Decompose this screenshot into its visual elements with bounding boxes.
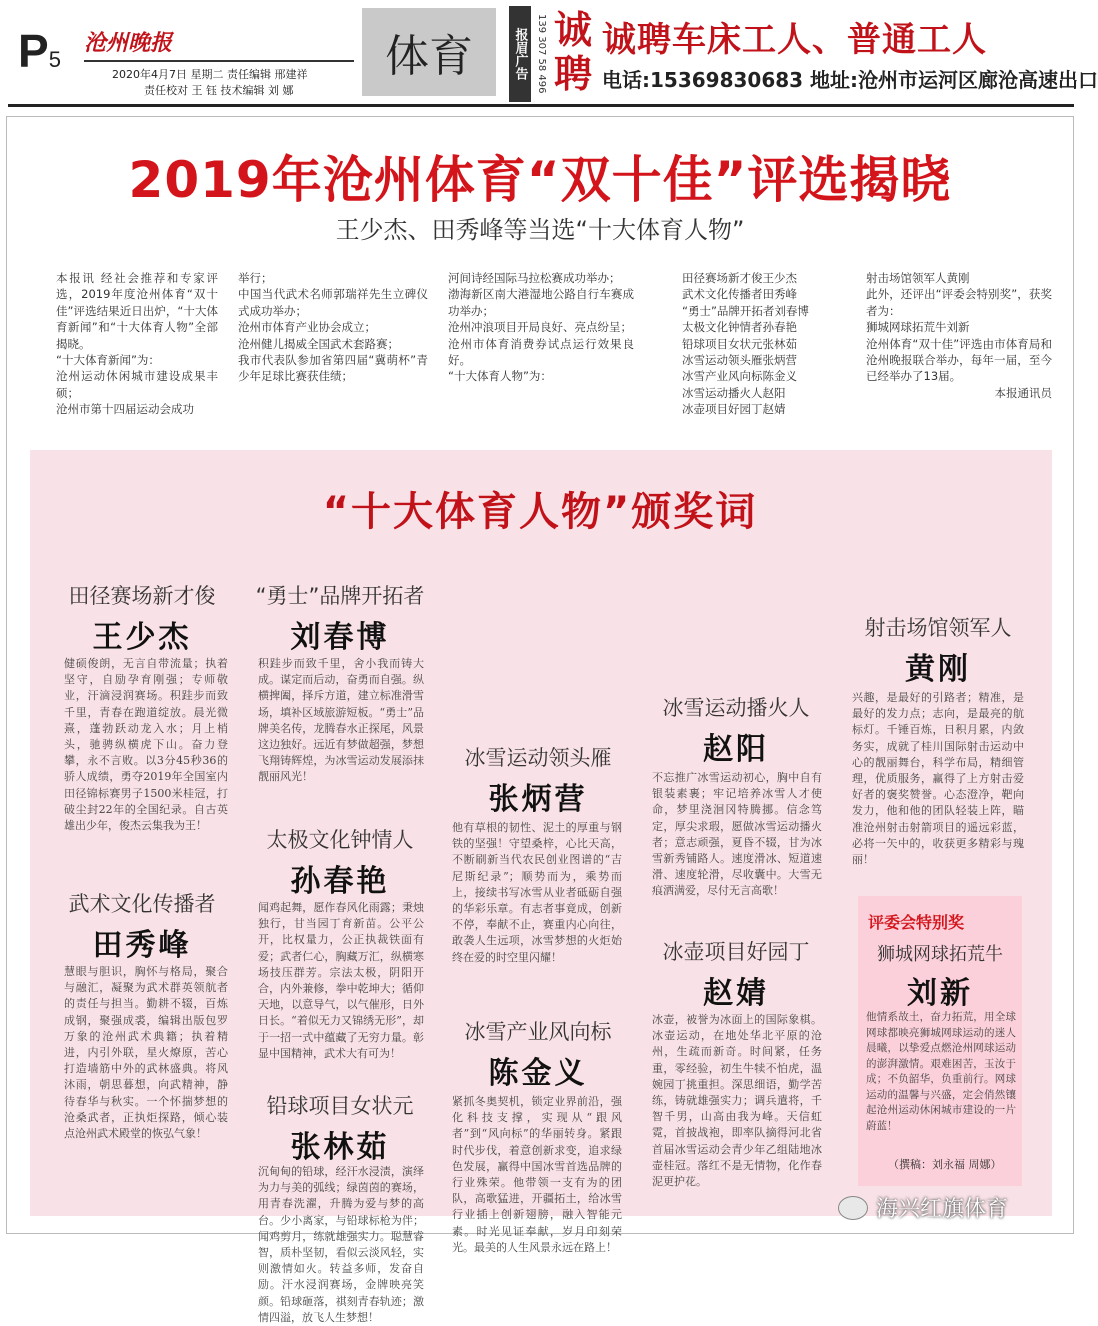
honoree-name: 孙春艳 — [290, 864, 390, 899]
honoree-name: 张林茹 — [290, 1130, 390, 1165]
honoree-title: “勇士”品牌开拓者 — [255, 584, 425, 608]
article-para: 本报讯 经社会推荐和专家评选，2019年度沧州体育“双十佳”评选结果近日出炉，“十大体育新闻”和“十大体育人物”全部揭晓。 — [56, 271, 218, 351]
honoree-citation: 积跬步而致千里，舍小我而铸大成。谋定而后动，奋勇而自强。纵横捭阖，择斥方道，建立标准滑雪场，填补区域旅游短板。“勇士”品牌美名传，龙腾春水正探尾，风景这边独好。远近有梦做超强，梦想飞翔铸辉煌，为冰雪运动发展添抹靓丽风光！ — [258, 657, 424, 784]
winner-line: 铅球项目女状元张林茹 — [682, 336, 797, 351]
article-para: “十大体育新闻”为： — [56, 353, 160, 368]
article-col-4 — [682, 270, 832, 418]
award-title: “十大体育人物”颁奖词 — [322, 489, 758, 535]
special-award-heading: 评委会特别奖 — [868, 913, 965, 932]
page-letter: P — [18, 25, 49, 77]
honoree-citation: 不忘推广冰雪运动初心，胸中自有银装素裹；牢记培养冰雪人才使命，梦里浇洄冈特腾挪。信念笃定，厚尖求瑕，愿做冰雪运动播火者；意志顽强，夏昏不辍，甘为冰雪新秀铺路人。速度滑冰、短道速滑、速度轮滑，尽收囊中。大雪无痕洒满爱，尽付无言高歌！ — [652, 771, 822, 898]
wechat-icon — [838, 1196, 868, 1220]
honoree-name: 赵阳 — [703, 732, 769, 767]
honoree-title: 射击场馆领军人 — [864, 616, 1012, 640]
honoree-sun-chunyan — [242, 824, 438, 900]
article-para: 狮城网球拓荒牛刘新 — [866, 320, 970, 335]
top-rule — [8, 104, 1074, 107]
honoree-name: 田秀峰 — [92, 928, 192, 963]
honoree-title: 冰雪运动播火人 — [662, 696, 810, 720]
honoree-name: 赵婧 — [703, 976, 769, 1011]
article-title: 2019年沧州体育“双十佳”评选揭晓 — [128, 151, 952, 209]
honoree-title: 太极文化钟情人 — [266, 828, 414, 852]
article-para: “十大体育人物”为： — [448, 369, 552, 384]
article-byline: 本报通讯员 — [994, 385, 1052, 400]
article-col-3 — [448, 270, 634, 385]
honoree-tian-xiufeng — [44, 888, 240, 964]
honoree-name: 黄刚 — [905, 652, 971, 687]
article-para: 此外，还评出“评委会特别奖”，获奖者为： — [866, 287, 1052, 318]
editor-line: 责任校对 王 钰 技术编辑 刘 娜 — [144, 84, 294, 97]
article-para: 中国当代武术名师郭瑞祥先生立碑仪式成功举办； — [238, 287, 428, 318]
article-para: 射击场馆领军人黄刚 — [866, 271, 970, 285]
header-rule — [84, 60, 354, 62]
winner-line: 田径赛场新才俊王少杰 — [682, 271, 797, 285]
article-para: 沧州市体育产业协会成立； — [238, 320, 376, 335]
article-para: 沧州冲浪项目开局良好、亮点纷呈； — [448, 320, 632, 335]
article-subtitle: 王少杰、田秀峰等当选“十大体育人物” — [335, 216, 745, 244]
honoree-citation: 兴趣，是最好的引路者；精准，是最好的发力点；志向，是最亮的航标灯。千锤百炼，日积月累，内敛务实，成就了桂川国际射击运动中心的靓丽舞台，科学布局，精细管理，优质服务，赢得了上方射击爱好者的褒奖赞誉。心态澄净，靶向发力，他和他的团队轻装上阵，瞄准沧州射击射箭项目的遥远彩蓝，必将一矢中的，收获更多精彩与瑰丽！ — [852, 691, 1024, 867]
winner-line: 武术文化传播者田秀峰 — [682, 287, 797, 302]
page-number-digit: 5 — [48, 47, 61, 72]
ad-tag: 报眉广告 — [509, 6, 531, 102]
honoree-title: 武术文化传播者 — [68, 892, 216, 916]
honoree-citation: 冰壶，被誉为冰面上的国际象棋。冰壶运动，在地处华北平原的沧州，生疏而新奇。时间紧，任务重，零经验，初生牛犊不怕虎，温婉园丁挑重担。深思细语，勤学苦练，铸就雄强实力；调兵遣将，千智千男，山高由我为峰。天信虹霓，首披战袍，即率队摘得河北省首届冰雪运动会青少年乙组陆地冰壶桂冠。落红不是无情物，化作春泥更护花。 — [652, 1013, 822, 1189]
signer: （撰稿：刘永福 周娜） — [888, 1158, 1002, 1171]
article-para: 沧州市第十四届运动会成功 — [56, 402, 194, 417]
honoree-citation: 闻鸡起舞，愿作春风化雨露；秉烛独行，甘当园丁育新苗。公平公开，比权量力，公正执裁铁面有爱；武者仁心，胸藏万汇，纵横寒场技压群芳。宗法太极，阴阳开合，内外兼修，拳中乾坤大；循仰天地，以意导气，以气催形，日外日长。“着似无力又锦绣无形”，却于一招一式中蕴藏了无穷力量。彰显中国精神，武术大有可为！ — [258, 901, 424, 1060]
honoree-zhang-bingying — [440, 742, 636, 818]
newspaper-name: 沧州晚报 — [84, 30, 173, 56]
honoree-name: 陈金义 — [488, 1056, 588, 1091]
honoree-name: 刘新 — [907, 976, 973, 1011]
winner-line: 冰雪运动领头雁张炳营 — [682, 353, 797, 368]
article-para: 我市代表队参加省第四届“冀萌杯”青少年足球比赛获佳绩； — [238, 353, 428, 384]
article-para: 河间诗经国际马拉松赛成功举办； — [448, 271, 621, 285]
honoree-liu-xin — [858, 940, 1022, 1012]
honoree-title: 铅球项目女状元 — [266, 1094, 414, 1118]
honoree-liu-chunbo — [242, 580, 438, 656]
winner-line: 冰雪运动播火人赵阳 — [682, 385, 786, 400]
honoree-title: 狮城网球拓荒牛 — [877, 944, 1003, 965]
honoree-title: 田径赛场新才俊 — [68, 584, 216, 608]
honoree-zhao-jing — [638, 936, 834, 1012]
honoree-name: 刘春博 — [290, 620, 390, 655]
honoree-zhao-yang — [638, 692, 834, 768]
winner-line: 冰雪产业风向标陈金义 — [682, 369, 797, 384]
article-para: 渤海新区南大港湿地公路自行车赛成功举办； — [448, 287, 634, 318]
article-para: 沧州市体育消费券试点运行效果良好。 — [448, 336, 634, 368]
honoree-title: 冰雪产业风向标 — [464, 1020, 612, 1044]
date-line: 2020年4月7日 星期二 责任编辑 邢建祥 — [112, 68, 308, 81]
ad-contact: 电话:15369830683 地址:沧州市运河区廊沧高速出口 — [602, 68, 1098, 92]
page-number — [18, 25, 61, 77]
honoree-name: 张炳营 — [488, 782, 588, 817]
article-para: 沧州健儿揭威全国武术套路赛； — [238, 336, 399, 351]
honoree-title: 冰壶项目好园丁 — [662, 940, 810, 964]
article-para: 沧州体育“双十佳”评选由市体育局和沧州晚报联合举办，每年一届，至今已经举办了13届。 — [866, 336, 1052, 384]
honoree-citation: 紧抓冬奥契机，锁定业界前沿，强化科技支撑，实现从“跟风者”到“风向标”的华丽转身。紧跟时代步伐，着意创新求变，追求绿色发展，赢得中国冰雪首选品牌的行业殊荣。他带领一支有为的团队，高歌猛进，开疆拓土，给冰雪行业插上创新翅膀，融入智能元素。时光见证奉献，岁月印刻荣光。最美的人生风景永远在路上！ — [452, 1095, 622, 1254]
honoree-zhang-linru — [242, 1090, 438, 1166]
winner-line: 太极文化钟情者孙春艳 — [682, 320, 797, 335]
section-label: 体育 — [362, 8, 496, 96]
article-para: 沧州运动休闲城市建设成果丰硕； — [56, 369, 218, 400]
article-para: 举行； — [238, 271, 273, 285]
honoree-citation: 他有草根的韧性、泥土的厚重与钢铁的坚强！守望桑梓，心比天高，不断刷新当代农民创业图谱的“吉尼斯纪录”；顺势而为，乘势而上，接续书写冰雪从业者砥砺自强的华彩乐章。有志者事竟成，创新不停，奉献不止，赛重内心向往，敢袭人生远项，冰雪梦想的火炬始终在爱的时空里闪耀！ — [452, 821, 622, 964]
article-col-1 — [56, 270, 218, 418]
watermark: 海兴红旗体育 — [876, 1197, 1009, 1222]
honoree-citation-start: 沉甸甸的铅球，经汗水浸渍，演绎为力与美的弧线；绿茵茵的赛场，用青春洗濯，升腾为爱与梦的高台。少小离家，与铅球标枪为伴；闻鸡剪月，练就雄强实力。聪慧睿智，质朴坚韧，看似云淡风轻，实则激情如火。转益多师，发奋自励。汗水浸润赛场，金牌映亮笑颜。铅球砸落，祺刻青春轨迹；激情四溢，放飞人生梦想！ — [258, 1165, 424, 1324]
honoree-huang-gang — [840, 612, 1036, 688]
honoree-title: 冰雪运动领头雁 — [464, 746, 612, 770]
winner-line: “勇士”品牌开拓者刘春博 — [682, 303, 809, 318]
honoree-chen-jinyi — [440, 1016, 636, 1092]
honoree-citation: 慧眼与胆识，胸怀与格局，聚合与融汇，凝聚为武术群英领航者的责任与担当。勤耕不辍，百炼成钢，聚强成裘，编辑出版包罗万象的沧州武术典籍；执着精进，内引外联，星火燎原，苦心打造墙筋中外的武林盛典。将风沐雨，朝思暮想，向武精神，静待春华与秋实。一个怀揣梦想的沧桑武者，正执炬探路，倾心装点沧州武术殿堂的恢弘气象！ — [64, 965, 228, 1141]
honoree-wang-shaojie — [44, 580, 240, 656]
ad-phone-vertical: 139 307 58 496 — [536, 14, 547, 94]
ad-big-char: 诚聘 — [553, 8, 592, 96]
honoree-name: 王少杰 — [92, 620, 192, 655]
honoree-citation: 他情系故土，奋力拓荒，用全球网球都映亮狮城网球运动的迷人晨曦，以挚爱点燃沧州网球运动的澎湃激情。艰难困苦，玉汝于成；不负韶华，负重前行。网球运动的温馨与兴盛，定会俏然镶起沧州运动休闲城市建设的一片蔚蓝！ — [866, 1011, 1016, 1132]
winner-line: 冰壶项目好园丁赵婧 — [682, 402, 786, 417]
ad-headline: 诚聘车床工人、普通工人 — [602, 20, 987, 60]
honoree-citation: 健硕俊朗，无言自带流量；执着坚守，自励孕育刚强；专师敬业，汗滴浸润赛场。积跬步而致千里，青春在跑道绽放。晨光微熹，蓬勃跃动龙入水；月上梢头，驰骋纵横虎下山。奋力登攀，永不言败。以3分45秒36的骄人成绩，勇夺2019年全国室内田径锦标赛男子1500米桂冠，打破尘封22年的全国纪录。自古英雄出少年，俊杰云集我为王！ — [64, 657, 228, 833]
article-col-2 — [238, 270, 428, 385]
article-col-5 — [866, 270, 1052, 401]
